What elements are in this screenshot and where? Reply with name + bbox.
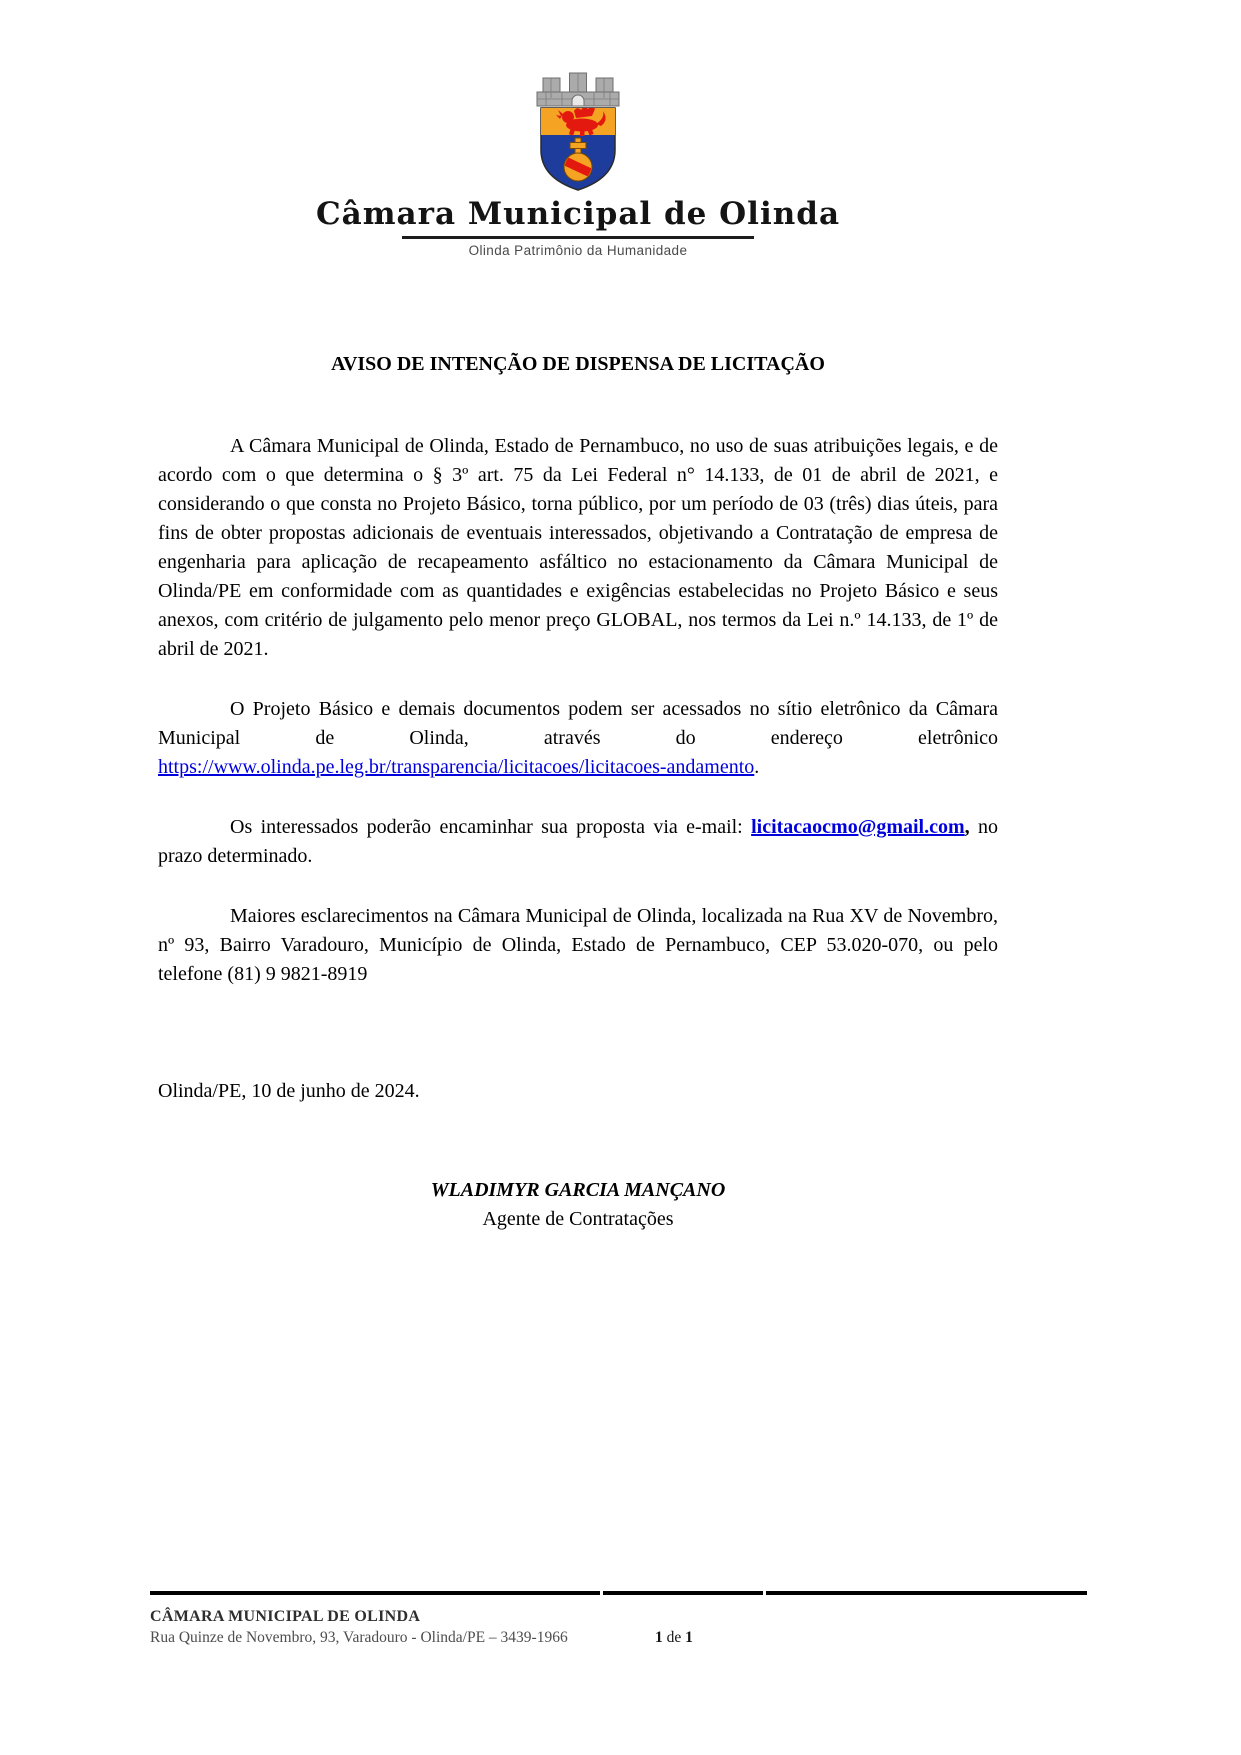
page-separator: de [662,1629,686,1646]
transparency-portal-link[interactable]: https://www.olinda.pe.leg.br/transparencia/licitacoes/licitacoes-andamento [158,756,755,778]
paragraph-esclarecimentos: Maiores esclarecimentos na Câmara Municipal de Olinda, localizada na Rua XV de Novembro, nº 93, Bairro Varadouro, Município de Olinda, Estado de Pernambuco, CEP 53.020-070, ou pelo telefone (81) 9 9821-8919 [158,905,998,985]
footer-divider [150,1591,1087,1595]
page-current: 1 [655,1629,663,1646]
paragraph-intro: A Câmara Municipal de Olinda, Estado de Pernambuco, no uso de suas atribuições legais, e de acordo com o que determina o § 3º art. 75 da Lei Federal n° 14.133, de 01 de abril de 2021, e considerando o que consta no Projeto Básico, torna público, por um período de 03 (três) dias úteis, para fins de obter propostas adicionais de eventuais interessados, objetivando a Contratação de empresa de engenharia para aplicação de recapeamento asfáltico no estacionamento da Câmara Municipal de Olinda/PE em conformidade com as quantidades e exigências estabelecidas no Projeto Básico e seus anexos, com critério de julgamento pelo menor preço GLOBAL, nos termos da Lei n.º 14.133, de 1º de abril de 2021. [158,435,998,660]
paragraph-projeto-basico-period: . [754,756,760,778]
org-name: Câmara Municipal de Olinda [315,196,841,232]
header-divider [402,236,754,239]
page-total: 1 [685,1629,693,1646]
document-body [158,432,998,1234]
paragraph-proposta-comma: , [964,816,970,838]
page-indicator [655,1629,693,1647]
signature-block [158,1176,998,1234]
footer-org-name: CÂMARA MUNICIPAL DE OLINDA [150,1608,421,1625]
paragraph-proposta-text: Os interessados poderão encaminhar sua proposta via e-mail: [230,816,752,838]
footer-row [150,1629,1087,1647]
document-header [158,68,998,258]
dateline: Olinda/PE, 10 de junho de 2024. [158,1080,420,1102]
document-footer [150,1591,1087,1647]
proposal-email-link[interactable]: licitacaocmo@gmail.com [751,816,965,838]
paragraph-projeto-basico-text: O Projeto Básico e demais documentos podem ser acessados no sítio eletrônico da Câmara Municipal de Olinda, através do endereço eletrônico [158,698,998,749]
paragraph-projeto-basico [158,695,998,782]
paragraph-proposta-email [158,813,998,871]
coat-of-arms-logo [526,68,630,194]
footer-address: Rua Quinze de Novembro, 93, Varadouro - Olinda/PE – 3439-1966 [150,1629,568,1646]
document-title: AVISO DE INTENÇÃO DE DISPENSA DE LICITAÇÃO [331,353,825,375]
paragraph-proposta-suffix: no prazo determinado. [158,816,998,867]
signature-role: Agente de Contratações [482,1208,674,1230]
org-tagline: Olinda Patrimônio da Humanidade [468,243,688,258]
signature-name: WLADIMYR GARCIA MANÇANO [430,1179,726,1201]
